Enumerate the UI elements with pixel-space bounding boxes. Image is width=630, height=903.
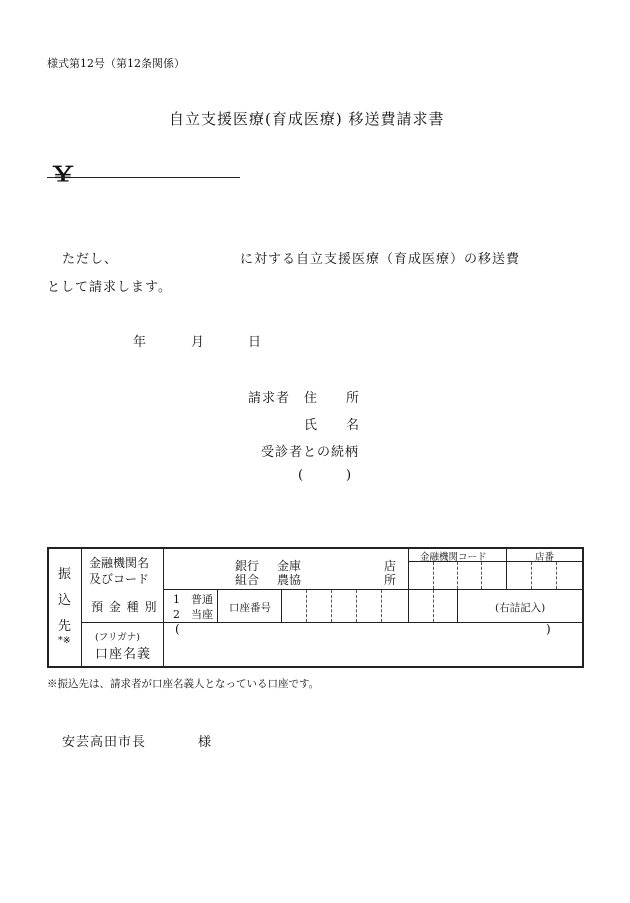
claimant-label: 請求者: [248, 391, 291, 406]
deposit-type-label: 預 金 種 別: [91, 600, 158, 614]
shinkin-label: 金庫: [277, 559, 302, 573]
bank-label: 銀行: [235, 559, 260, 573]
honorific: 様: [198, 735, 213, 750]
union-label: 組合: [235, 573, 260, 587]
claimant-relation-label: 受診者との続柄: [261, 445, 360, 460]
right-aligned-note: (右詰記入): [495, 602, 546, 614]
branch-label-1: 店: [384, 559, 397, 573]
body-text-main: に対する自立支援医療（育成医療）の移送費: [240, 252, 521, 267]
amount-line: [47, 177, 240, 178]
footnote: ※振込先は、請求者が口座名義人となっている口座です。: [47, 678, 320, 690]
relation-paren-open: (: [298, 468, 305, 483]
side-note: *※: [58, 635, 71, 646]
form-reference: 様式第12号（第12条関係）: [47, 57, 185, 70]
account-number-label: 口座番号: [229, 602, 271, 614]
body-text-end: として請求します。: [47, 280, 172, 295]
yen-symbol: ￥: [48, 162, 78, 186]
account-name-label: 口座名義: [95, 647, 152, 662]
institution-label-1: 金融機関名: [89, 556, 150, 570]
addressee: 安芸高田市長: [62, 735, 147, 750]
date-day: 日: [248, 335, 263, 350]
date-month: 月: [191, 335, 206, 350]
claimant-address-label: 住 所: [304, 391, 361, 406]
nokyo-label: 農協: [277, 573, 302, 587]
branch-label-2: 所: [384, 573, 397, 587]
transfer-table: [47, 547, 584, 668]
body-text-lead: ただし、: [62, 252, 119, 267]
institution-code-header: 金融機関コード: [420, 552, 487, 563]
furigana-paren-open: (: [175, 622, 180, 636]
side-label-furi: 振: [58, 567, 72, 582]
claimant-name-label: 氏 名: [304, 418, 361, 433]
side-label-saki: 先: [58, 619, 72, 634]
relation-paren-close: ): [346, 468, 353, 483]
page-title: 自立支援医療(育成医療) 移送費請求書: [169, 110, 445, 128]
side-label-komi: 込: [58, 593, 72, 608]
deposit-option-current: 2 当座: [173, 608, 213, 621]
furigana-paren-close: ): [546, 622, 551, 636]
deposit-option-regular: 1 普通: [173, 593, 213, 606]
institution-label-2: 及びコード: [89, 572, 150, 586]
branch-code-header: 店番: [535, 552, 555, 563]
date-year: 年: [133, 335, 148, 350]
furigana-label: (フリガナ): [95, 632, 140, 643]
